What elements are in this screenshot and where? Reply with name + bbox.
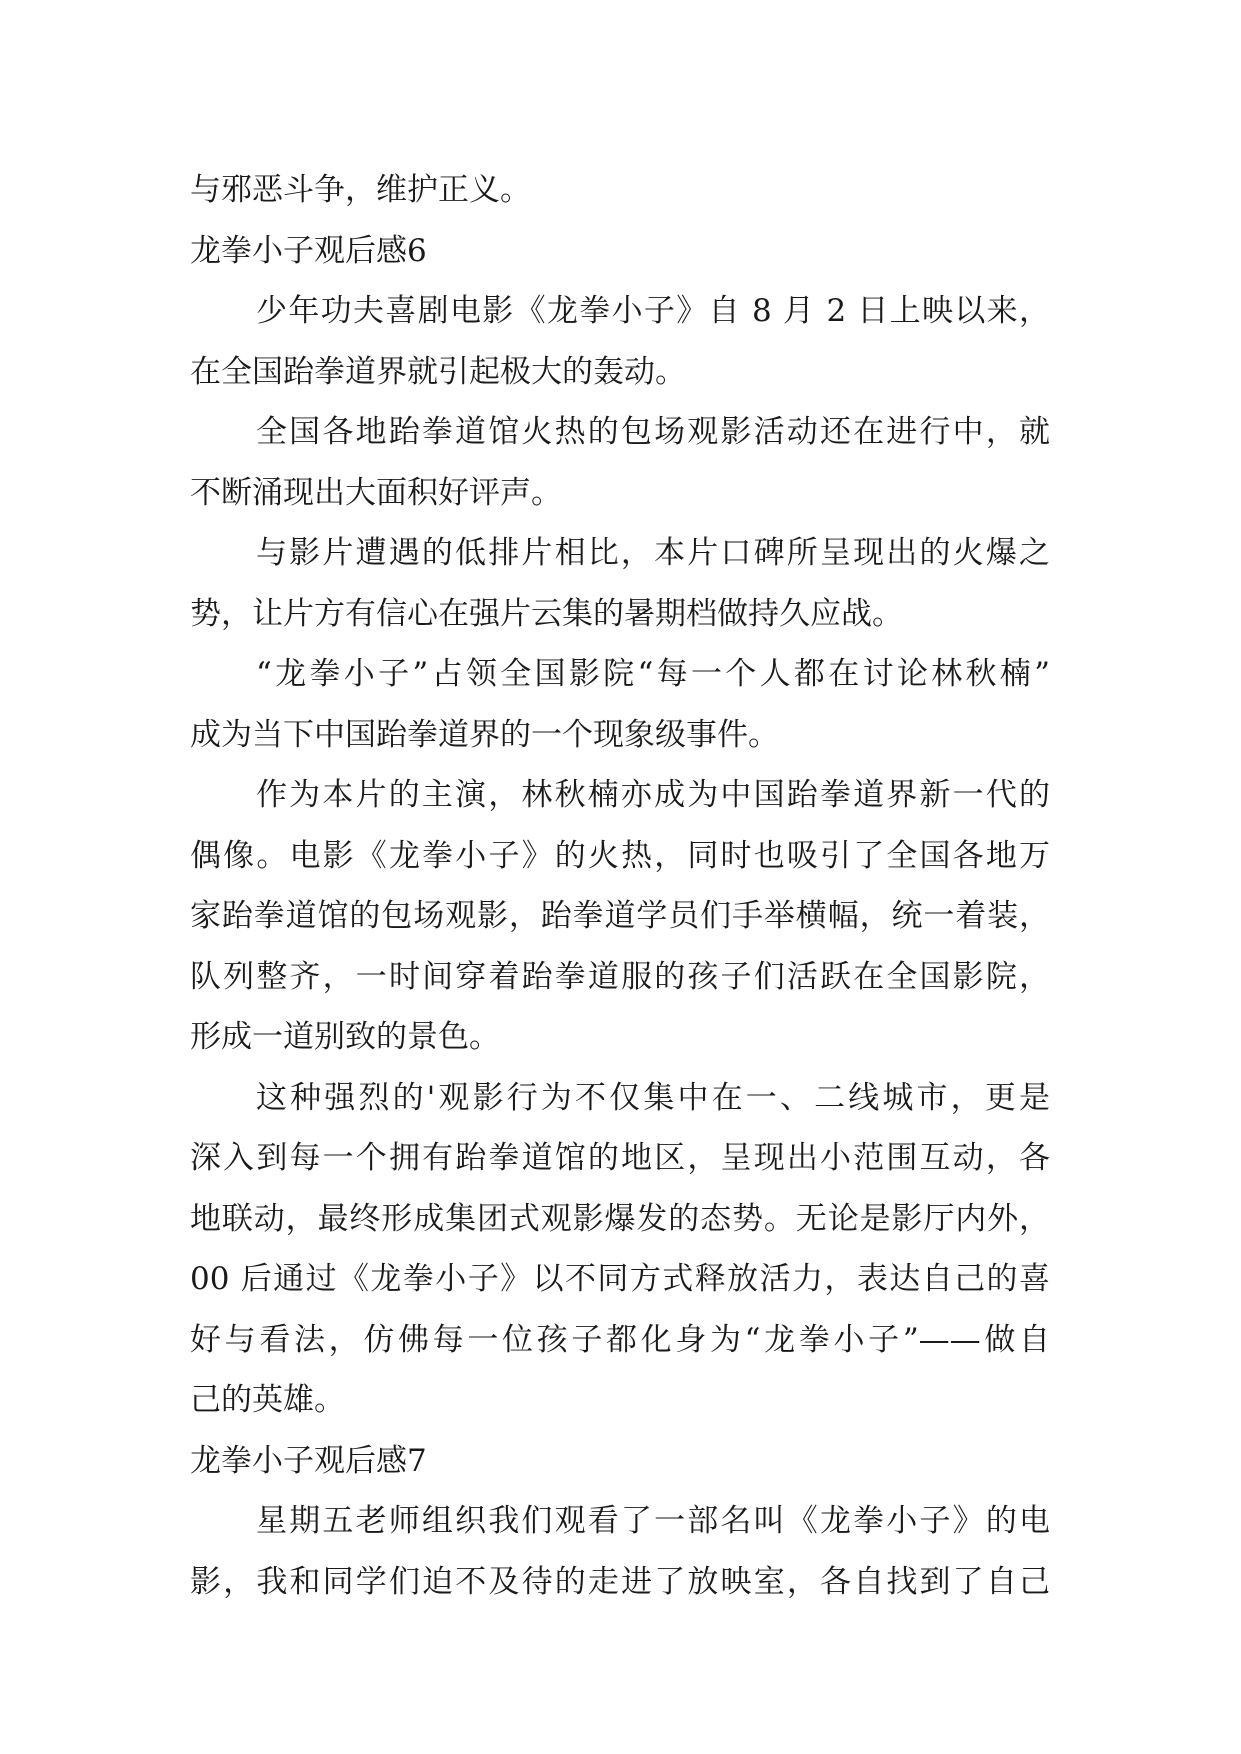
text-line: 作为本片的主演，林秋楠亦成为中国跆拳道界新一代的	[256, 777, 1050, 813]
section-heading-6: 龙拳小子观后感6	[190, 232, 427, 269]
text-line: 与邪恶斗争，维护正义。	[190, 172, 531, 208]
text-line: 家跆拳道馆的包场观影，跆拳道学员们手举横幅，统一着装，	[190, 898, 1050, 934]
text-line: 偶像。电影《龙拳小子》的火热，同时也吸引了全国各地万	[190, 837, 1050, 874]
text-line: 这种强烈的'观影行为不仅集中在一、二线城市，更是	[256, 1079, 1050, 1116]
text-line: 全国各地跆拳道馆火热的包场观影活动还在进行中，就	[256, 414, 1050, 450]
text-line: 在全国跆拳道界就引起极大的轰动。	[190, 353, 686, 390]
text-line: 好与看法，仿佛每一位孩子都化身为“龙拳小子”——做自	[190, 1321, 1050, 1358]
text-line: 地联动，最终形成集团式观影爆发的态势。无论是影厅内外，	[190, 1200, 1050, 1237]
text-line: 深入到每一个拥有跆拳道馆的地区，呈现出小范围互动，各	[190, 1140, 1050, 1176]
text-line: “龙拳小子”占领全国影院“每一个人都在讨论林秋楠”	[256, 656, 1050, 692]
text-line: 成为当下中国跆拳道界的一个现象级事件。	[190, 716, 779, 753]
text-line: 00 后通过《龙拳小子》以不同方式释放活力，表达自己的喜	[190, 1261, 1050, 1297]
text-line: 队列整齐，一时间穿着跆拳道服的孩子们活跃在全国影院，	[190, 958, 1050, 995]
document-body	[190, 160, 1050, 1612]
text-line: 势，让片方有信心在强片云集的暑期档做持久应战。	[190, 595, 903, 632]
text-line: 形成一道别致的景色。	[190, 1019, 500, 1055]
section-heading-7: 龙拳小子观后感7	[190, 1442, 427, 1479]
text-line: 己的英雄。	[190, 1382, 345, 1418]
text-line: 影，我和同学们迫不及待的走进了放映室，各自找到了自己	[190, 1563, 1050, 1600]
text-line: 与影片遭遇的低排片相比，本片口碑所呈现出的火爆之	[256, 535, 1050, 571]
text-line: 不断涌现出大面积好评声。	[190, 474, 562, 511]
text-line: 少年功夫喜剧电影《龙拳小子》自 8 月 2 日上映以来，	[256, 293, 1050, 329]
text-line: 星期五老师组织我们观看了一部名叫《龙拳小子》的电	[256, 1503, 1050, 1539]
